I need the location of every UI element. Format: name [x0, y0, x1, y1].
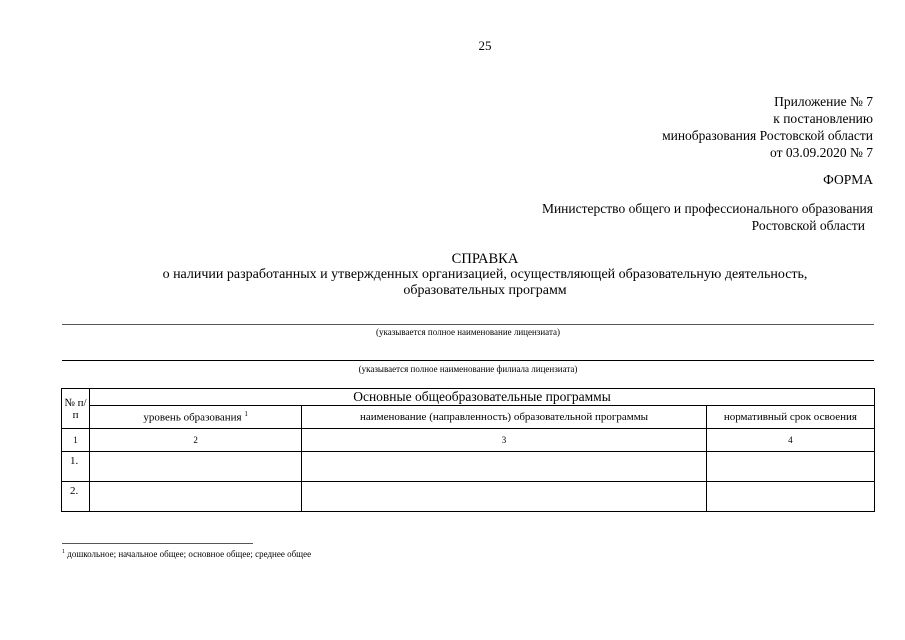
ministry-line-2: Ростовской области [751, 218, 865, 233]
title-line-2: о наличии разработанных и утвержденных организацией, осуществляющей образовательную деятельность, [162, 267, 808, 282]
table-cell[interactable] [302, 452, 706, 482]
footnote [62, 549, 311, 559]
num-header [62, 389, 90, 429]
num-header-text: № п/п [64, 396, 87, 421]
programs-table [61, 388, 875, 512]
page-number: 25 [478, 38, 492, 53]
title-line-3: образовательных программ [403, 283, 567, 298]
table-row [62, 482, 875, 512]
licensee-name-line [62, 324, 874, 325]
table-subheader-row [62, 406, 875, 429]
table-cell[interactable] [90, 452, 302, 482]
appendix-line-1: Приложение № 7 [774, 94, 873, 109]
appendix-line-3: минобразования Ростовской области [662, 128, 873, 143]
table-header-row [62, 389, 875, 406]
main-header: Основные общеобразовательные программы [90, 389, 875, 406]
col-education-level-text: уровень образования [143, 411, 242, 424]
row-number: 2. [62, 482, 90, 512]
ministry-line-1: Министерство общего и профессионального образования [541, 201, 873, 216]
col-education-level [90, 406, 302, 429]
branch-caption: (указывается полное наименование филиала лицензиата) [358, 364, 578, 374]
appendix-line-2: к постановлению [773, 111, 873, 126]
index-cell: 1 [62, 429, 90, 452]
table-row [62, 452, 875, 482]
row-number: 1. [62, 452, 90, 482]
ministry-block [542, 200, 873, 234]
index-cell: 3 [302, 429, 706, 452]
document-title [0, 251, 905, 299]
table-cell[interactable] [706, 482, 874, 512]
table-cell[interactable] [90, 482, 302, 512]
appendix-line-4: от 03.09.2020 № 7 [770, 145, 873, 160]
table-cell[interactable] [302, 482, 706, 512]
appendix-block [662, 93, 873, 161]
licensee-caption: (указывается полное наименование лицензиата) [376, 327, 560, 337]
col-program-name: наименование (направленность) образовательной программы [302, 406, 706, 429]
footnote-text: дошкольное; начальное общее; основное общее; среднее общее [67, 549, 312, 559]
table-index-row [62, 429, 875, 452]
index-cell: 4 [706, 429, 874, 452]
form-label: ФОРМА [823, 172, 873, 187]
footnote-ref: 1 [244, 410, 248, 419]
title-line-1: СПРАВКА [451, 251, 519, 267]
footnote-mark: 1 [62, 549, 65, 555]
branch-name-line [62, 360, 874, 361]
table-cell[interactable] [706, 452, 874, 482]
footnote-separator [62, 543, 253, 544]
col-duration: нормативный срок освоения [706, 406, 874, 429]
index-cell: 2 [90, 429, 302, 452]
